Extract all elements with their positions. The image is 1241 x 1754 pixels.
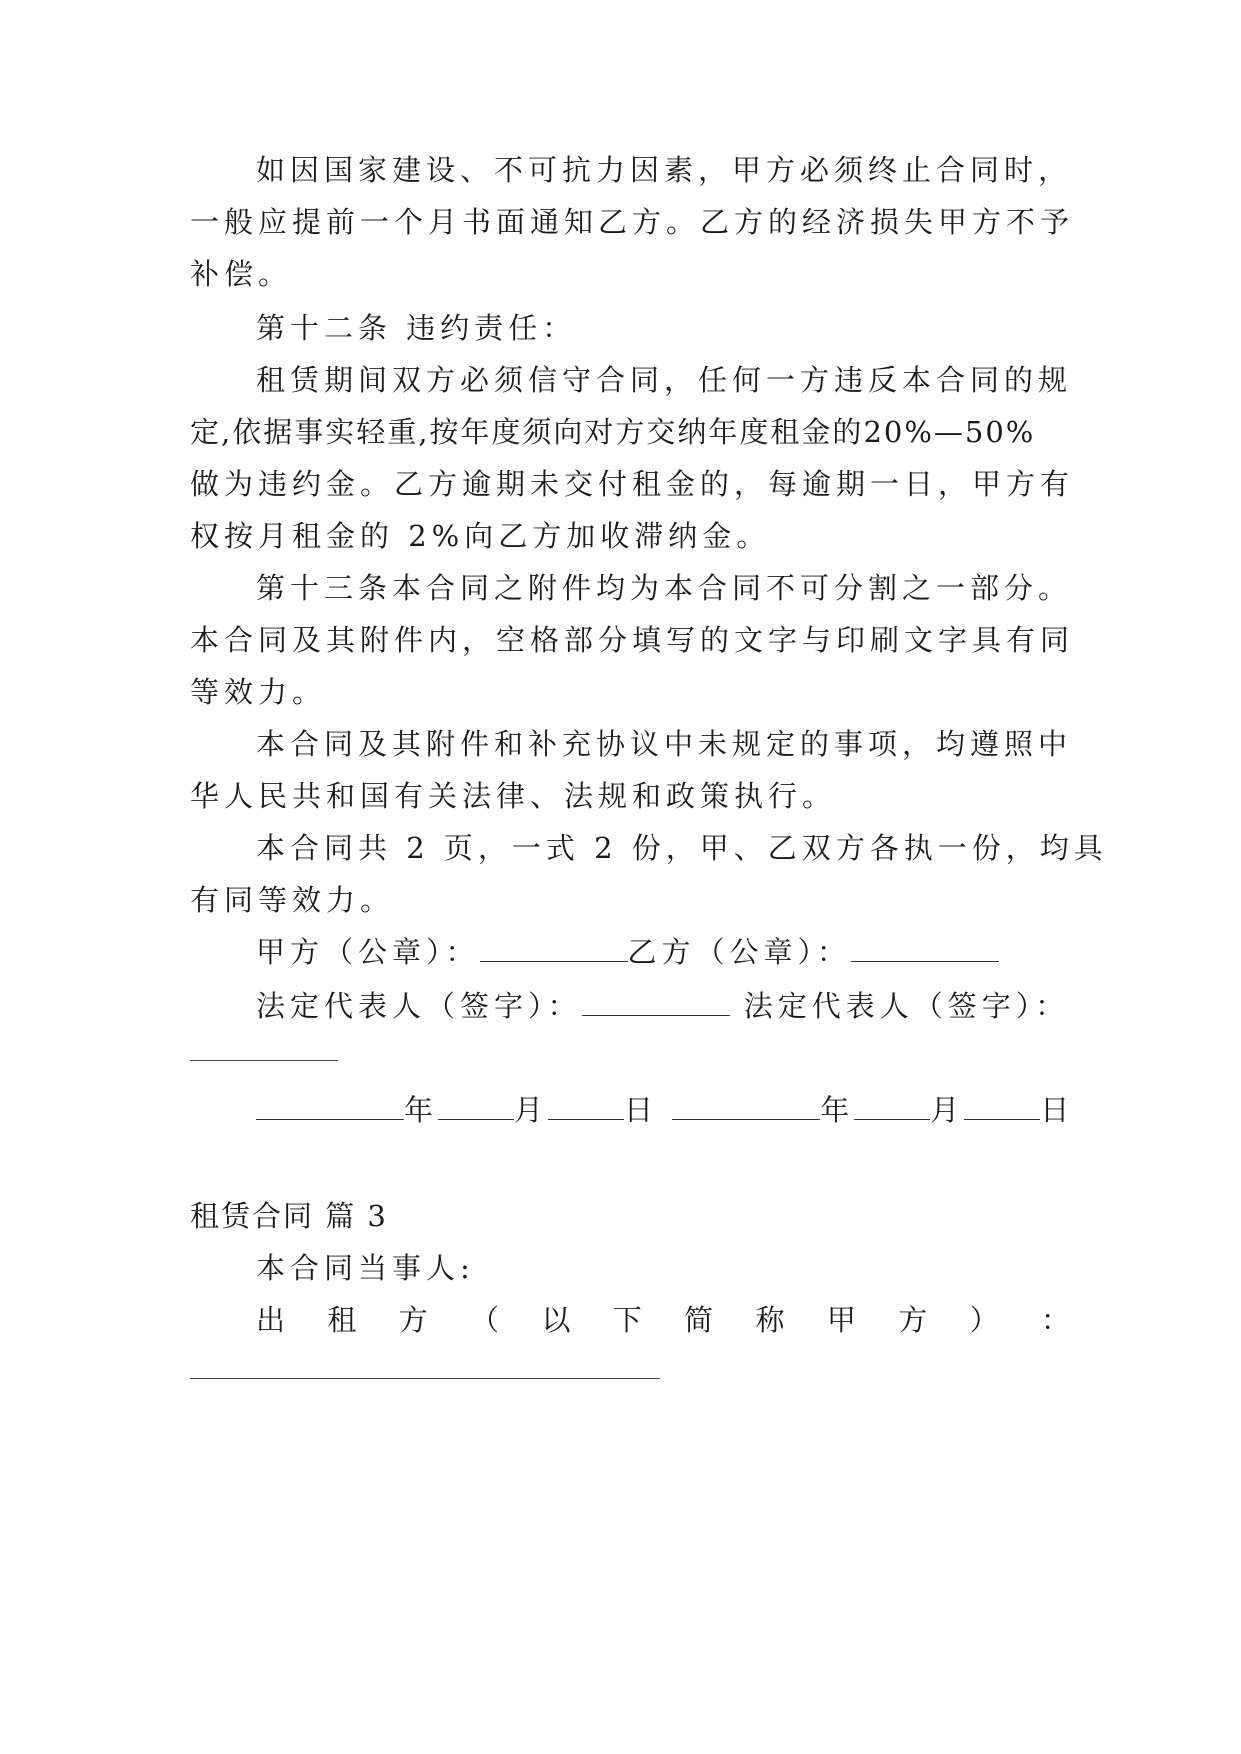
rep-b-blank	[190, 1060, 338, 1061]
paragraph-line: 权按月租金的 2%向乙方加收滞纳金。	[190, 519, 771, 553]
day-label: 日	[624, 1093, 659, 1127]
party-b-seal-blank	[851, 935, 999, 962]
paragraph-line: 一般应提前一个月书面通知乙方。乙方的经济损失甲方不予	[190, 205, 1075, 239]
day-blank	[964, 1093, 1040, 1120]
party-a-seal-label: 甲方（公章）：	[256, 935, 480, 969]
lessor-char: 简	[684, 1303, 714, 1337]
lessor-char: 出	[256, 1303, 286, 1337]
paragraph-line: 本合同及其附件内，空格部分填写的文字与印刷文字具有同	[190, 623, 1075, 657]
lessor-char: 方	[898, 1303, 928, 1337]
date-line	[256, 1090, 1075, 1130]
lessor-blank	[190, 1378, 660, 1379]
paragraph-line: 补偿。	[190, 257, 293, 291]
paragraph-line: 做为违约金。乙方逾期未交付租金的，每逾期一日，甲方有	[190, 467, 1075, 501]
year-blank	[672, 1093, 820, 1120]
day-blank	[548, 1093, 624, 1120]
lessor-char: 租	[327, 1303, 357, 1337]
section-3-title: 租赁合同 篇 3	[190, 1199, 388, 1233]
month-label: 月	[514, 1093, 549, 1127]
parties-intro: 本合同当事人:	[256, 1251, 475, 1285]
lessor-char: 下	[612, 1303, 642, 1337]
paragraph-line: 租赁期间双方必须信守合同，任何一方违反本合同的规	[256, 363, 1073, 397]
lessor-char: （	[470, 1303, 500, 1337]
paragraph-line: 如因国家建设、不可抗力因素，甲方必须终止合同时，	[256, 153, 1073, 187]
rep-a-blank	[582, 989, 730, 1016]
paragraph-line: 等效力。	[190, 675, 327, 709]
paragraph-line: 第十三条本合同之附件均为本合同不可分割之一部分。	[256, 571, 1073, 605]
representative-line	[256, 986, 1070, 1026]
lessor-char: 以	[541, 1303, 571, 1337]
rep-a-label: 法定代表人（签字）：	[256, 989, 582, 1023]
lessor-char: ）	[969, 1303, 999, 1337]
rep-b-label: 法定代表人（签字）：	[743, 989, 1070, 1023]
year-blank	[256, 1093, 404, 1120]
month-label: 月	[930, 1093, 965, 1127]
lessor-char: 称	[755, 1303, 785, 1337]
paragraph-line: 定,依据事实轻重,按年度须向对方交纳年度租金的20%—50%	[190, 415, 1036, 449]
year-label: 年	[404, 1093, 439, 1127]
paragraph-line: 本合同共 2 页，一式 2 份，甲、乙双方各执一份，均具	[256, 831, 1108, 865]
lessor-char: ：	[1040, 1303, 1070, 1337]
paragraph-line: 本合同及其附件和补充协议中未规定的事项，均遵照中	[256, 727, 1073, 761]
paragraph-line: 有同等效力。	[190, 883, 395, 917]
lessor-char: 方	[398, 1303, 428, 1337]
lessor-line	[256, 1300, 1070, 1340]
paragraph-line: 华人民共和国有关法律、法规和政策执行。	[190, 779, 837, 813]
month-blank	[854, 1093, 930, 1120]
party-a-seal-blank	[480, 935, 628, 962]
month-blank	[438, 1093, 514, 1120]
lessor-char: 甲	[826, 1303, 856, 1337]
year-label: 年	[820, 1093, 855, 1127]
article-12-heading: 第十二条 违约责任：	[256, 311, 577, 345]
seal-line	[256, 932, 1070, 972]
day-label: 日	[1040, 1093, 1075, 1127]
party-b-seal-label: 乙方（公章）：	[627, 935, 852, 969]
